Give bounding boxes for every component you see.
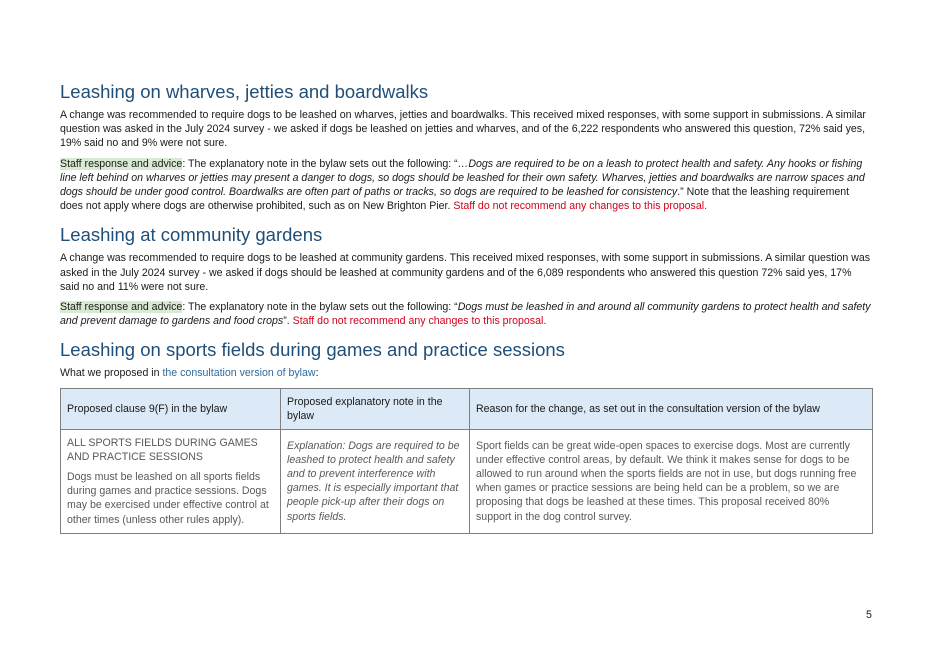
section-paragraph-wharves: A change was recommended to require dogs to be leashed on wharves, jetties and boardwalks. This received mixed responses, with some support in submissions. A similar question was asked in the July 2024 survey - we asked if dogs be leashed on jetties and wharves, and of the 6,222 respondents who answered this question, 72% said yes, 19% said no and 9% were not sure. — [60, 109, 866, 150]
clause-body: Dogs must be leashed on all sports fields during games and practice sessions. Dogs may be exercised under effective control at other times (unless other rules apply). — [67, 471, 269, 526]
staff-response-text: ”. — [283, 315, 293, 328]
table-header-clause: Proposed clause 9(F) in the bylaw — [61, 388, 281, 429]
consultation-bylaw-link[interactable]: the consultation version of bylaw — [162, 367, 316, 380]
section-heading-wharves: Leashing on wharves, jetties and boardwalks — [60, 81, 429, 102]
staff-response-text: .” Note that the leashing requirement does not apply where dogs are otherwise prohibited, such as on New Brighton Pier. — [60, 186, 850, 213]
proposal-intro — [60, 366, 872, 380]
staff-recommendation: Staff do not recommend any changes to this proposal. — [292, 315, 547, 328]
proposal-intro-suffix: : — [315, 367, 319, 380]
staff-recommendation: Staff do not recommend any changes to this proposal. — [453, 200, 708, 213]
clause-title: ALL SPORTS FIELDS DURING GAMES AND PRACTICE SESSIONS — [67, 436, 258, 463]
section-heading-gardens: Leashing at community gardens — [60, 224, 323, 246]
table-header-note: Proposed explanatory note in the bylaw — [281, 388, 470, 429]
note-cell — [281, 429, 470, 533]
staff-response-label: Staff response and advice — [60, 157, 183, 170]
proposal-intro-prefix: What we proposed in — [60, 367, 163, 380]
table-row — [61, 429, 873, 533]
explanatory-note: Explanation: Dogs are required to be leashed to protect health and safety and to prevent interference with games. It is especially important that people pick-up after their dogs on sports fields. — [287, 439, 460, 523]
staff-response-intro: : The explanatory note in the bylaw sets out the following: “ — [182, 301, 458, 314]
explanatory-note-quote: …Dogs are required to be on a leash to protect health and safety. Any hooks or fishing line left behind on wharves or jetties may present a danger to dogs, so dogs should be leashed for their own safety. Wharves, jetties and boardwalks are narrow spaces and dogs should be under good control. Boardwalks are often part of paths or tracks, so dogs are required to be leashed for consistency — [60, 157, 865, 199]
section-paragraph-gardens: A change was recommended to require dogs to be leashed at community gardens. This received mixed responses, with some support in submissions. A similar question was asked in the July 2024 survey - we asked if dogs should be leashed at community gardens and of the 6,089 respondents who answered this question 72% said yes, 17% said no and 11% were not sure. — [60, 252, 871, 293]
staff-response-gardens — [60, 300, 872, 328]
staff-response-intro: : The explanatory note in the bylaw sets out the following: “ — [182, 157, 458, 170]
staff-response-label: Staff response and advice — [60, 301, 183, 314]
page-content — [60, 80, 872, 534]
section-heading-sports-fields: Leashing on sports fields during games and practice sessions — [60, 339, 565, 361]
table-header-row — [61, 388, 873, 429]
reason-cell: Sport fields can be great wide-open spaces to exercise dogs. Most are currently under effective control areas, by default. We think it makes sense for dogs to be allowed to run around when the sports fields are not in use, but dogs running free when games or practice sessions are being held can be a problem, so we are proposing that dogs be leashed at these times. This proposal received 80% support in the dog control survey. — [470, 429, 873, 533]
explanatory-note-quote: Dogs must be leashed in and around all community gardens to protect health and safety and prevent damage to gardens and food crops — [60, 301, 871, 328]
proposal-table — [60, 388, 873, 534]
staff-response-wharves — [60, 157, 872, 214]
page-number: 5 — [866, 609, 872, 621]
clause-cell — [61, 429, 281, 533]
table-header-reason: Reason for the change, as set out in the consultation version of the bylaw — [470, 388, 873, 429]
